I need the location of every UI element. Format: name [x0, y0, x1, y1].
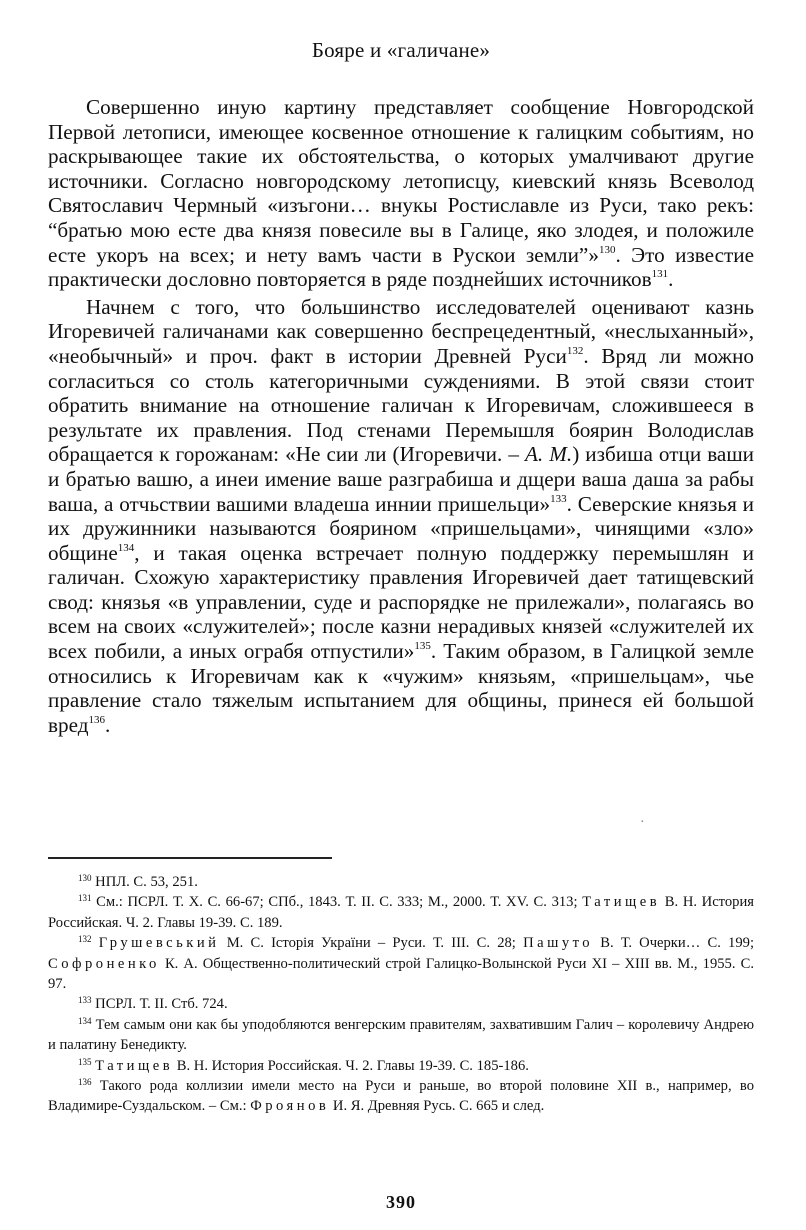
footnote-separator [48, 857, 332, 859]
footnote-number: 135 [78, 1056, 92, 1067]
text-run: В. Н. История Российская. Ч. 2. Главы 19-39. С. 189. [48, 894, 754, 931]
footnote-number: 131 [78, 893, 92, 904]
text-run: В. Т. Очерки… С. 199; [593, 935, 755, 952]
footnote-ref: 130 [598, 243, 616, 256]
text-run: Тем самым они как бы уподобляются венгерским правителям, захватившим Галич – королевичу Андрею и палатину Бенедикту. [48, 1016, 754, 1054]
text-run: . Северские князья и их дружинники называются боярином «пришельцами», чинящими «зло» общине [48, 491, 755, 565]
footnote-ref: 134 [117, 541, 135, 554]
text-run: . [668, 267, 674, 292]
text-run: Такого рода коллизии имели место на Руси и раньше, во второй половине XII в., например, во Владимире-Суздальском. – См.: [48, 1078, 754, 1115]
footnote [48, 1015, 754, 1056]
text-run: И. Я. Древняя Русь. С. 665 и след. [329, 1098, 545, 1115]
paragraph [48, 95, 754, 292]
page-number: 390 [386, 1192, 416, 1212]
footnote-ref: 132 [566, 344, 584, 357]
text-run: . Таким образом, в Галицкой земле относились к Игоревичам как к «чужим» князьям, «пришельцам», чье правление стало тяжелым испытанием для общины, принеся ей большой вред [48, 639, 754, 737]
footnote-ref: 131 [651, 268, 669, 281]
footnote [48, 872, 754, 892]
footnote-ref: 136 [88, 713, 106, 726]
text-run: НПЛ. С. 53, 251. [95, 874, 198, 890]
footnote-number: 132 [78, 934, 92, 945]
text-run: . Это известие практически дословно повторяется в ряде позднейших источников [48, 242, 754, 292]
main-text [48, 95, 754, 737]
footnote [48, 1076, 754, 1117]
author-name: Фроянов [250, 1098, 330, 1115]
footnote-ref: 135 [414, 640, 431, 653]
text-run: . Вряд ли можно согласиться со столь категоричными суждениями. В этой связи стоит обратить внимание на отношение галичан к Игоревичам, сложившееся в результате их правления. Под стенами Перемышля боярин Володислав обращается к горожанам: «Не сии ли (Игоревичи. – [48, 343, 754, 467]
text-run: ПСРЛ. Т. II. Стб. 724. [95, 996, 228, 1013]
paragraph [48, 295, 754, 738]
author-name: Татищев [95, 1057, 174, 1074]
text-run: К. А. Общественно-политический строй Галицко-Волынской Руси XI – XIII вв. М., 1955. С. 97. [48, 955, 754, 993]
footnote [48, 994, 754, 1014]
author-name: Татищев [582, 894, 661, 911]
running-head: Бояре и «галичане» [311, 38, 491, 62]
text-run: ) избиша отци ваши и братью вашю, а инеи имение ваше разграбиша и дщери ваша даша за рабы ваша, а отчьствии вашими владеша иннии пришельци» [48, 442, 754, 516]
footnote-number: 133 [78, 995, 92, 1006]
scan-mark: · [640, 815, 645, 830]
footnote [48, 933, 754, 994]
italic-run: А. М. [524, 442, 573, 467]
author-name: Пашуто [523, 935, 594, 952]
footnote-ref: 133 [550, 492, 567, 505]
footnote-number: 134 [78, 1015, 92, 1026]
text-run: . [105, 712, 111, 737]
text-run: Начнем с того, что большинство исследователей оценивают казнь Игоревичей галичанами как совершенно беспрецедентный, «неслыханный», «необычный» и проч. факт в истории Древней Руси [48, 294, 754, 368]
author-name: Грушевський [98, 935, 220, 952]
footnotes [48, 872, 754, 1117]
text-run: Совершенно иную картину представляет сообщение Новгородской Первой летописи, имеющее косвенное отношение к галицким событиям, но раскрывающее такие их обстоятельства, о которых умалчивают другие источники. Согласно новгородскому летописцу, киевский князь Всеволод Святославич Чермный «изъгони… внукы Ростиславле из Руси, тако рекъ: “братью мою есте два князя повесиле вы в Галице, яко злодея, и положиле есте укоръ на всех; и нету вамъ части в Рускои земли”» [48, 95, 754, 267]
author-name: Софроненко [48, 955, 160, 972]
text-run: В. Н. История Российская. Ч. 2. Главы 19-39. С. 185-186. [173, 1057, 529, 1074]
footnote [48, 1056, 754, 1076]
text-run: См.: ПСРЛ. Т. Х. С. 66-67; СПб., 1843. Т. II. С. 333; М., 2000. Т. XV. С. 313; [96, 894, 583, 911]
text-run: , и такая оценка встречает полную поддержку перемышлян и галичан. Схожую характеристику правления Игоревичей дает татищевский свод: князья «в управлении, суде и распорядке не прилежали», полагаясь во всем на своих «служителей»; после казни нерадивых князей «служителей их всех побили, а иных ограбя отпустили» [48, 540, 754, 664]
footnote [48, 892, 754, 933]
footnote-number: 136 [78, 1077, 92, 1088]
text-run: М. С. Історія України – Руси. Т. III. С. 28; [219, 935, 524, 952]
footnote-number: 130 [78, 873, 92, 883]
